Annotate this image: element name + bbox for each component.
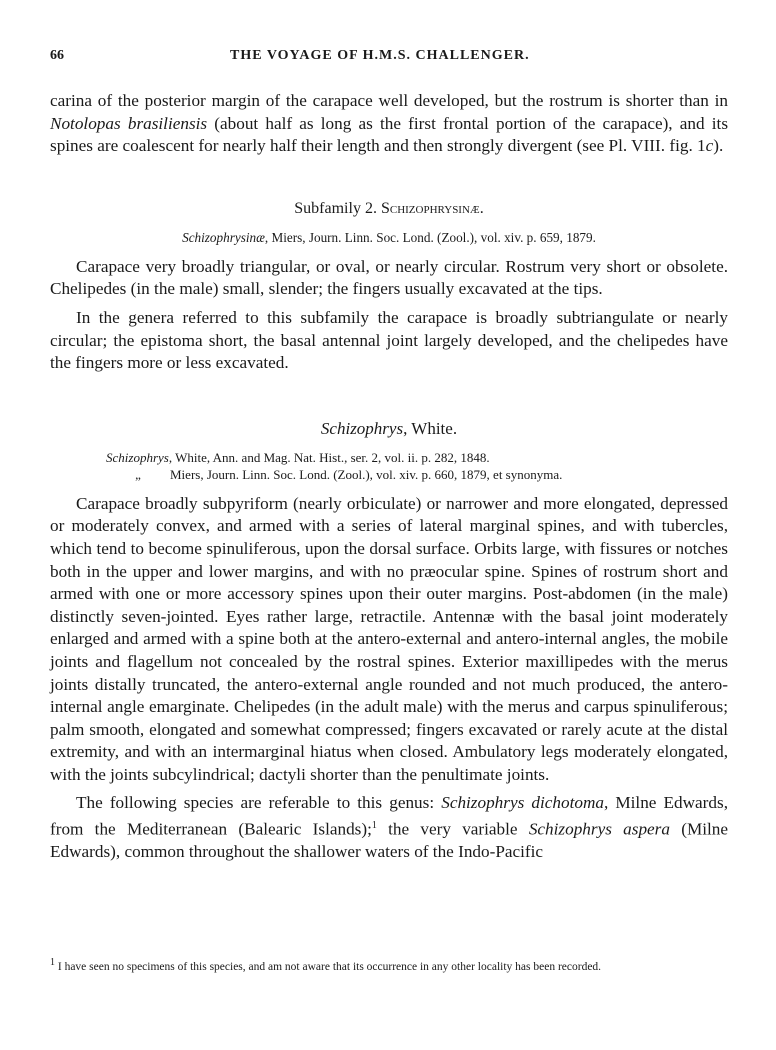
genus-species-paragraph: The following species are referable to this genus: Schizophrys dichotoma, Milne Edwards, from the Mediterranean (Balearic Islands);$^1$ the very variable Schizophrys aspera (Milne Edwards), common throughout the shallower waters of the Indo-Pacific: [50, 793, 729, 862]
footnote: $^1$ I have seen no specimens of this species, and am not aware that its occurrence in any other locality has been recorded.: [50, 957, 602, 973]
genus-citations: [106, 449, 728, 483]
subfamily-remarks: In the genera referred to this subfamily the carapace is broadly subtriangulate or nearly circular; the epistoma short, the basal antennal joint largely developed, and the chelipedes have the fingers more or less excavated.: [50, 307, 728, 373]
text-body: [50, 90, 728, 864]
subfamily-heading: Subfamily 2. Schizophrysinæ.: [294, 199, 484, 217]
genus-heading: Schizophrys, White.: [320, 418, 458, 438]
subfamily-diagnosis: Carapace very broadly triangular, or oval, or nearly circular. Rostrum very short or obsolete. Chelipedes (in the male) small, slender; the fingers usually excavated at the tips.: [50, 256, 728, 299]
genus-description: Carapace broadly subpyriform (nearly orbiculate) or narrower and more elongated, depressed or moderately convex, and armed with a series of lateral marginal spines, and with tubercles, which tend to become spinuliferous, upon the dorsal surface. Orbits large, with fissures or notches both in the upper and lower margins, and with no præocular spine. Spines of rostrum short and armed with one or more accessory spines upon their outer margins. Post-abdomen (in the male) distinctly seven-jointed. Eyes rather large, retractile. Antennæ with the basal joint moderately enlarged and armed with a spine both at the antero-external and antero-internal angles, the mobile joints and flagellum not concealed by the rostral spines. Exterior maxillipedes with the merus joints distally truncated, the antero-external angle rounded and not much produced, the antero-internal angle emarginate. Chelipedes (in the adult male) with the merus and carpus spinuliferous; palm smooth, elongated and somewhat compressed; fingers excavated or rarely acute at the distal extremity, and with an intermarginal hiatus when closed. Ambulatory legs moderately elongated, with the joints subcylindrical; dactyli shorter than the penultimate joints.: [50, 493, 728, 784]
footnote-reference: 1: [371, 820, 377, 832]
running-title: THE VOYAGE OF H.M.S. CHALLENGER.: [230, 48, 530, 63]
subfamily-citation: Schizophrysinæ, Miers, Journ. Linn. Soc. Lond. (Zool.), vol. xiv. p. 659, 1879.: [182, 229, 596, 245]
genus-citation-2: „ Miers, Journ. Linn. Soc. Lond. (Zool.), vol. xiv. p. 660, 1879, et synonyma.: [135, 466, 563, 482]
page-number: 66: [50, 48, 64, 63]
footnote-mark: 1: [50, 957, 55, 968]
intro-paragraph: carina of the posterior margin of the carapace well developed, but the rostrum is shorter than in Notolopas brasiliensis (about half as long as the first frontal portion of the carapace), and its spines are coalescent for nearly half their length and then strongly divergent (see Pl. VIII. fig. 1c).: [50, 91, 729, 156]
running-header: [50, 48, 726, 68]
genus-citation-1: Schizophrys, White, Ann. and Mag. Nat. Hist., ser. 2, vol. ii. p. 282, 1848.: [106, 449, 490, 465]
